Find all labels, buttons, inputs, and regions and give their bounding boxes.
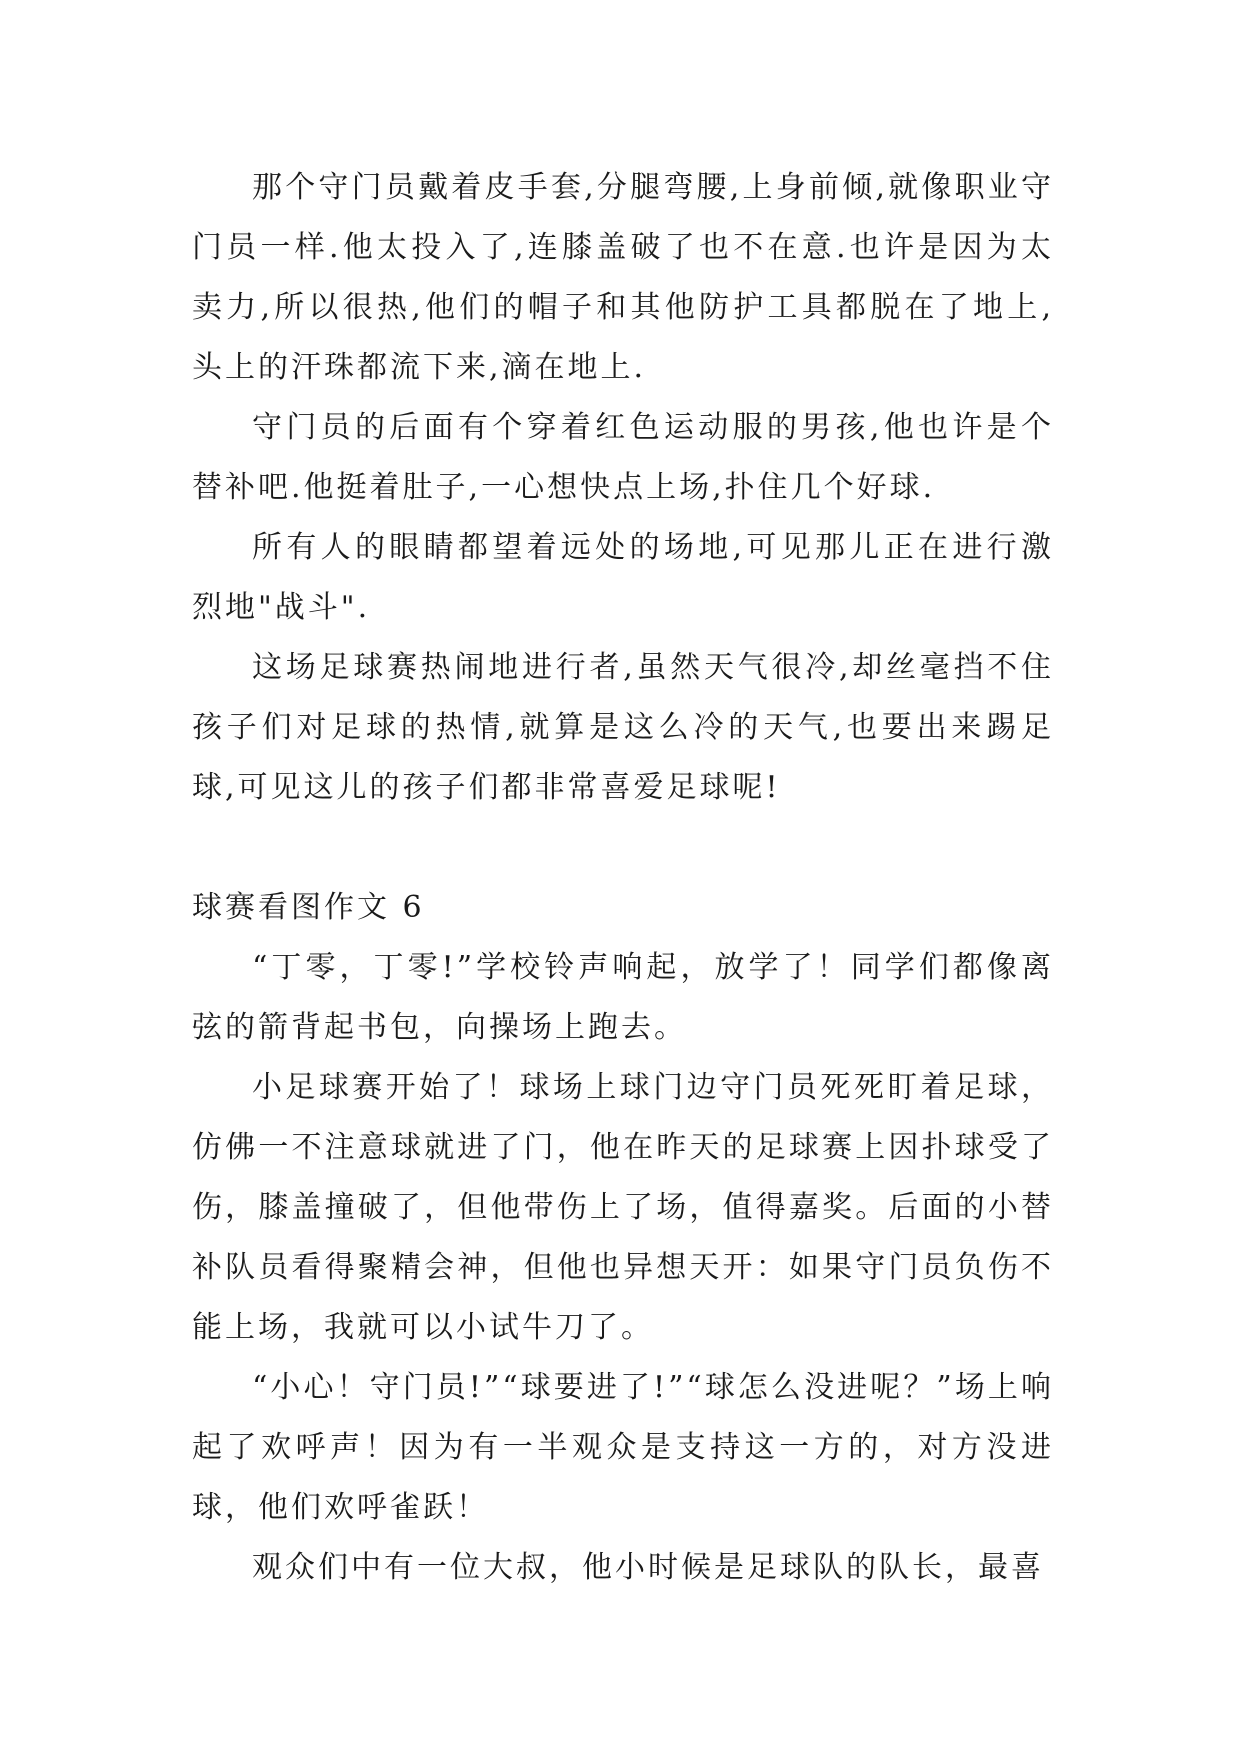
paragraph-uncle: 观众们中有一位大叔，他小时候是足球队的队长，最喜 [252, 1550, 1044, 1585]
paragraph-match-start: 小足球赛开始了！球场上球门边守门员死死盯着足球，仿佛一不注意球就进了门，他在昨天的足球赛上因扑球受了伤，膝盖撞破了，但他带伤上了场，值得嘉奖。后面的小替补队员看得聚精会神，但他也异想天开：如果守门员负伤不能上场，我就可以小试牛刀了。 [192, 1070, 1054, 1345]
paragraph-spectators: 所有人的眼睛都望着远处的场地,可见那儿正在进行激烈地"战斗". [192, 530, 1054, 625]
paragraph-goalkeeper: 那个守门员戴着皮手套,分腿弯腰,上身前倾,就像职业守门员一样.他太投入了,连膝盖破了也不在意.也许是因为太卖力,所以很热,他们的帽子和其他防护工具都脱在了地上,头上的汗珠都流下来,滴在地上. [192, 170, 1054, 385]
section-heading: 球赛看图作文 6 [192, 890, 425, 925]
paragraph-substitute: 守门员的后面有个穿着红色运动服的男孩,他也许是个替补吧.他挺着肚子,一心想快点上场,扑住几个好球. [192, 410, 1054, 505]
paragraph-school-bell: “丁零，丁零!”学校铃声响起，放学了！同学们都像离弦的箭背起书包，向操场上跑去。 [192, 950, 1054, 1045]
document-page [192, 158, 1054, 1598]
paragraph-cheering: “小心！守门员!”“球要进了!”“球怎么没进呢？”场上响起了欢呼声！因为有一半观众是支持这一方的，对方没进球，他们欢呼雀跃！ [192, 1370, 1054, 1525]
paragraph-conclusion: 这场足球赛热闹地进行者,虽然天气很冷,却丝毫挡不住孩子们对足球的热情,就算是这么冷的天气,也要出来踢足球,可见这儿的孩子们都非常喜爱足球呢! [192, 650, 1054, 805]
